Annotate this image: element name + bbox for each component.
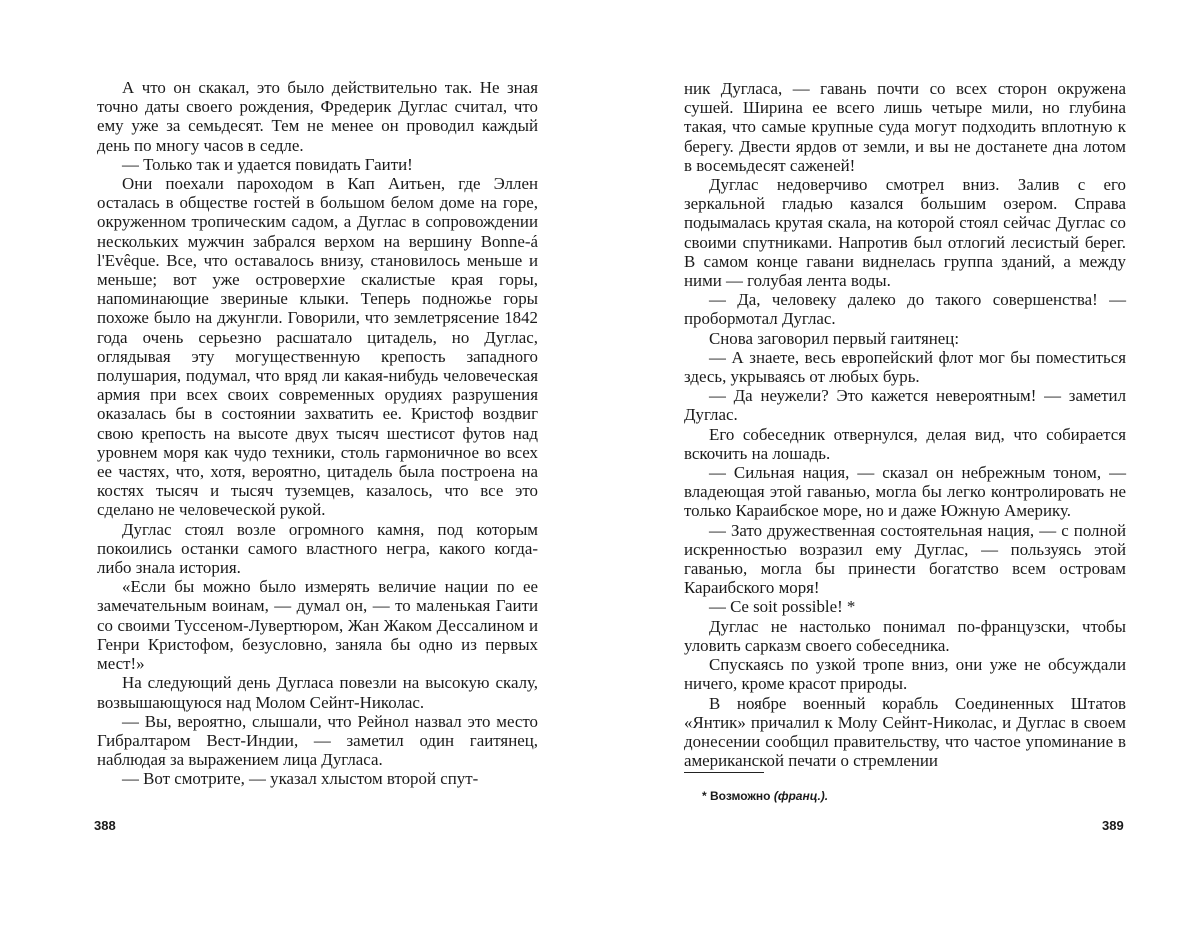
- paragraph: — Вы, вероятно, слышали, что Рейнол назвал это место Гибралтаром Вест-Индии, — заметил один гаитянец, наблюдая за выражением лица Дугласа.: [97, 712, 538, 770]
- paragraph: ник Дугласа, — гавань почти со всех сторон окружена сушей. Ширина ее всего лишь четыре мили, но глубина такая, что самые крупные суда могут подходить вплотную к берегу. Двести ярдов от земли, и вы не достанете дна лотом в восемьдесят саженей!: [684, 79, 1126, 175]
- paragraph: — Только так и удается повидать Гаити!: [97, 155, 538, 174]
- right-text-column: [684, 79, 1126, 770]
- page-number: 389: [1102, 818, 1124, 833]
- paragraph: А что он скакал, это было действительно так. Не зная точно даты своего рождения, Фредерик Дуглас считал, что ему уже за семьдесят. Тем не менее он проводил каждый день по многу часов в седле.: [97, 78, 538, 155]
- paragraph: — Да неужели? Это кажется невероятным! — заметил Дуглас.: [684, 386, 1126, 424]
- right-page: [600, 0, 1200, 934]
- paragraph: «Если бы можно было измерять величие нации по ее замечательным воинам, — думал он, — то маленькая Гаити со своими Туссеном-Лувертюром, Жан Жаком Дессалином и Генри Кристофом, безусловно, заняла бы одно из первых мест!»: [97, 577, 538, 673]
- left-page: [0, 0, 600, 934]
- paragraph: — Да, человеку далеко до такого совершенства! — пробормотал Дуглас.: [684, 290, 1126, 328]
- paragraph: — А знаете, весь европейский флот мог бы поместиться здесь, укрываясь от любых бурь.: [684, 348, 1126, 386]
- paragraph: Дуглас не настолько понимал по-французски, чтобы уловить сарказм своего собеседника.: [684, 617, 1126, 655]
- paragraph: На следующий день Дугласа повезли на высокую скалу, возвышающуюся над Молом Сейнт-Николас.: [97, 673, 538, 711]
- footnote: [702, 789, 828, 803]
- paragraph: — Вот смотрите, — указал хлыстом второй спут-: [97, 769, 538, 788]
- paragraph: Дуглас стоял возле огромного камня, под которым покоились останки самого властного негра, какого когда-либо знала история.: [97, 520, 538, 578]
- paragraph: Спускаясь по узкой тропе вниз, они уже не обсуждали ничего, кроме красот природы.: [684, 655, 1126, 693]
- paragraph: — Ce soit possible! *: [684, 597, 1126, 616]
- footnote-text: Возможно: [710, 789, 770, 803]
- paragraph: — Зато дружественная состоятельная нация, — с полной искренностью возразил ему Дуглас, — пользуясь этой гаванью, могла бы принести богатство всем островам Караибского моря!: [684, 521, 1126, 598]
- paragraph: Снова заговорил первый гаитянец:: [684, 329, 1126, 348]
- paragraph: Они поехали пароходом в Кап Аитьен, где Эллен осталась в обществе гостей в большом белом доме на горе, окруженном тропическим садом, а Дуглас в сопровождении нескольких мужчин забрался верхом на вершину Bonne-á l'Evêque. Все, что оставалось внизу, становилось меньше и меньше; вот уже островерхие скалистые края горы, напоминающие звериные клыки. Теперь подножье горы похоже было на джунгли. Говорили, что землетрясение 1842 года очень серьезно расшатало цитадель, но Дуглас, оглядывая эту могущественную крепость западного полушария, подумал, что вряд ли какая-нибудь человеческая армия при всех своих современных орудиях разрушения оказалась бы в состоянии захватить ее. Кристоф воздвиг свою крепость на высоте двух тысяч шестисот футов над уровнем моря как чудо техники, столь гармоничное во всех ее частях, что, хотя, вероятно, цитадель была построена на костях тысяч и тысяч туземцев, казалось, что все это сделано не человеческой рукой.: [97, 174, 538, 520]
- footnote-note: (франц.).: [774, 789, 828, 803]
- paragraph: В ноябре военный корабль Соединенных Штатов «Янтик» причалил к Молу Сейнт-Николас, и Дуглас в своем донесении сообщил правительству, что частое упоминание в американской печати о стремлении: [684, 694, 1126, 771]
- paragraph: — Сильная нация, — сказал он небрежным тоном, — владеющая этой гаванью, могла бы легко контролировать не только Караибское море, но и даже Южную Америку.: [684, 463, 1126, 521]
- footnote-rule: [684, 772, 764, 773]
- paragraph: Дуглас недоверчиво смотрел вниз. Залив с его зеркальной гладью казался большим озером. Справа подымалась крутая скала, на которой стоял сейчас Дуглас со своими спутниками. Напротив был отлогий лесистый берег. В самом конце гавани виднелась группа зданий, а между ними — голубая лента воды.: [684, 175, 1126, 290]
- left-text-column: [97, 78, 538, 789]
- page-number: 388: [94, 818, 116, 833]
- paragraph: Его собеседник отвернулся, делая вид, что собирается вскочить на лошадь.: [684, 425, 1126, 463]
- footnote-marker: *: [702, 789, 707, 803]
